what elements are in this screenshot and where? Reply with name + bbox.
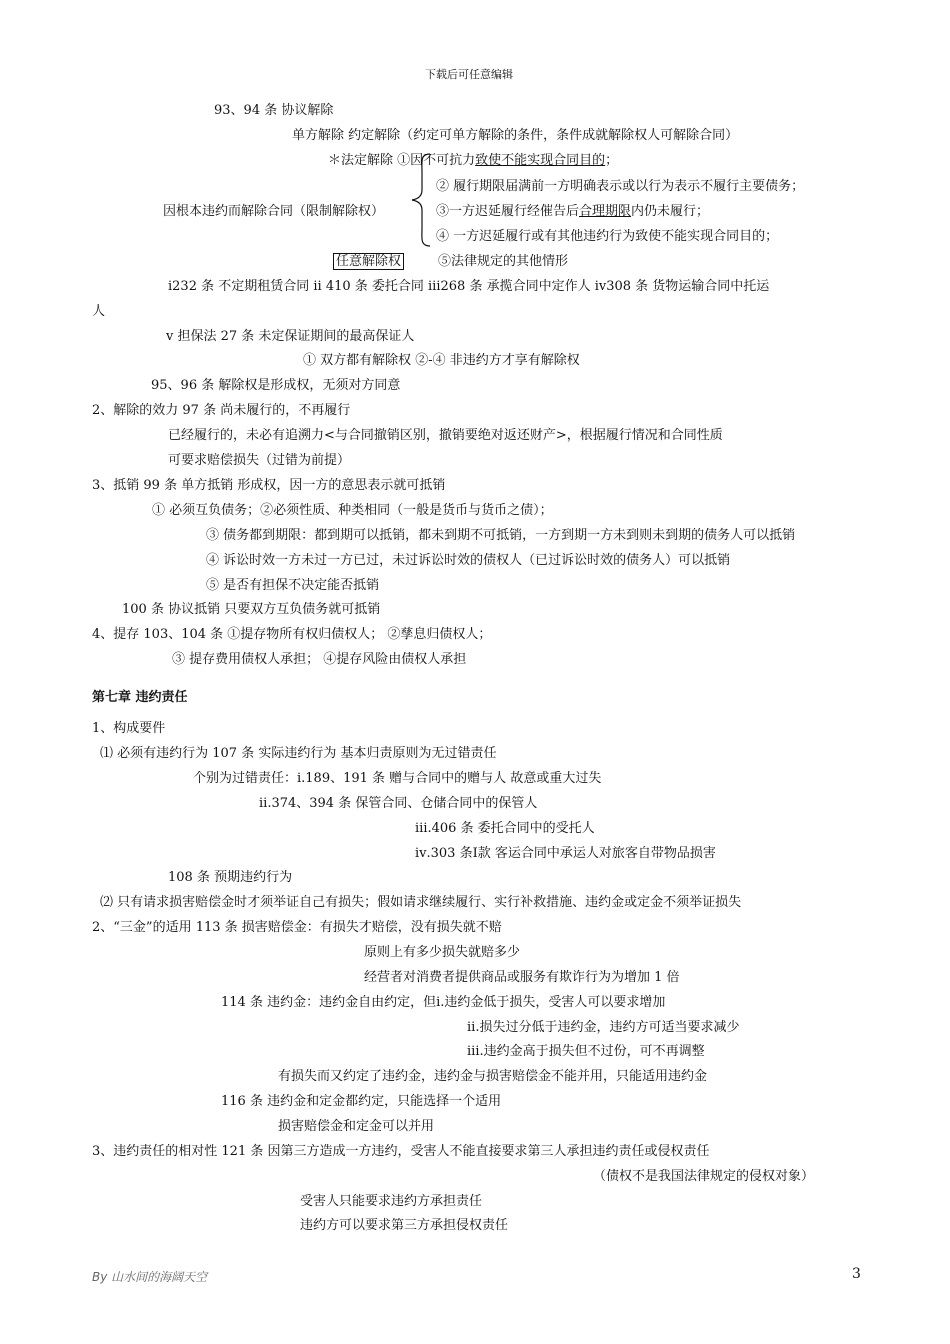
text-line: ② 履行期限届满前一方明确表示或以行为表示不履行主要债务； xyxy=(436,179,805,194)
chapter-heading: 第七章 违约责任 xyxy=(92,690,188,705)
text-line: ④ 诉讼时效一方未过一方已过，未过诉讼时效的债权人（已过诉讼时效的债务人）可以抵销 xyxy=(206,553,731,568)
text-line: 108 条 预期违约行为 xyxy=(168,870,293,885)
text-line: 2、解除的效力 97 条 尚未履行的，不再履行 xyxy=(92,403,351,418)
text-line: 可要求赔偿损失（过错为前提） xyxy=(168,453,351,468)
text-line: 4、提存 103、104 条 ①提存物所有权归债权人； ②孳息归债权人； xyxy=(92,627,492,642)
text-line: 因根本违约而解除合同（限制解除权） xyxy=(163,204,385,219)
text-span: ； xyxy=(605,153,619,168)
text-line: 经营者对消费者提供商品或服务有欺诈行为为增加 1 倍 xyxy=(364,970,680,985)
text-line xyxy=(328,152,618,170)
text-line: 有损失而又约定了违约金，违约金与损害赔偿金不能并用，只能适用违约金 xyxy=(278,1069,708,1084)
text-line: ⑵ 只有请求损害赔偿金时才须举证自己有损失；假如请求继续履行、实行补救措施、违约金或定金不须举证损失 xyxy=(100,895,742,910)
underlined-text: 致使不能实现合同目的 xyxy=(475,153,606,168)
text-line: 人 xyxy=(92,304,106,319)
text-line xyxy=(436,203,709,221)
text-line: ⅲ.违约金高于损失但不过份，可不再调整 xyxy=(467,1044,705,1059)
text-line: ⑴ 必须有违约行为 107 条 实际违约行为 基本归责原则为无过错责任 xyxy=(100,746,497,761)
text-line: ③ 提存费用债权人承担； ④提存风险由债权人承担 xyxy=(172,652,467,667)
text-line: 116 条 违约金和定金都约定，只能选择一个适用 xyxy=(221,1094,502,1109)
text-line: ⑤ 是否有担保不决定能否抵销 xyxy=(206,578,380,593)
text-line: （债权不是我国法律规定的侵权对象） xyxy=(593,1169,815,1184)
page-header: 下载后可任意编辑 xyxy=(425,68,513,81)
text-line: 2、“三金”的适用 113 条 损害赔偿金：有损失才赔偿，没有损失就不赔 xyxy=(92,920,502,935)
text-line: 损害赔偿金和定金可以并用 xyxy=(278,1119,435,1134)
text-line: 单方解除 约定解除（约定可单方解除的条件，条件成就解除权人可解除合同） xyxy=(292,128,739,143)
text-span: ③一方迟延履行经催告后 xyxy=(436,204,580,219)
text-line xyxy=(333,253,404,271)
curly-brace-icon xyxy=(408,152,434,248)
boxed-text: 任意解除权 xyxy=(333,253,404,270)
text-span: 内仍未履行； xyxy=(631,204,710,219)
text-line: 3、抵销 99 条 单方抵销 形成权，因一方的意思表示就可抵销 xyxy=(92,478,446,493)
text-line: 个别为过错责任：ⅰ.189、191 条 赠与合同中的赠与人 故意或重大过失 xyxy=(193,771,602,786)
text-line: 93、94 条 协议解除 xyxy=(214,103,334,118)
text-line: 1、构成要件 xyxy=(92,721,166,736)
text-line: ⅰ232 条 不定期租赁合同 ⅱ 410 条 委托合同 ⅲ268 条 承揽合同中定作人 ⅳ308 条 货物运输合同中托运 xyxy=(168,279,770,294)
text-line: 已经履行的，未必有追溯力<与合同撤销区别，撤销要绝对返还财产>，根据履行情况和合同性质 xyxy=(168,428,723,443)
underlined-text: 合理期限 xyxy=(579,204,632,219)
text-line: ⅱ.损失过分低于违约金，违约方可适当要求减少 xyxy=(467,1020,740,1035)
text-line: ⅴ 担保法 27 条 未定保证期间的最高保证人 xyxy=(166,329,415,344)
footer-signature: By 山水间的海阔天空 xyxy=(92,1270,208,1284)
text-line: ⅳ.303 条Ⅰ款 客运合同中承运人对旅客自带物品损害 xyxy=(415,846,716,861)
text-line: 违约方可以要求第三方承担侵权责任 xyxy=(300,1218,509,1233)
text-line: ④ 一方迟延履行或有其他违约行为致使不能实现合同目的； xyxy=(436,229,779,244)
text-line: ① 必须互负债务；②必须性质、种类相同（一般是货币与货币之债）； xyxy=(152,503,553,518)
text-line: ⅱ.374、394 条 保管合同、仓储合同中的保管人 xyxy=(259,796,538,811)
text-line: 114 条 违约金：违约金自由约定，但ⅰ.违约金低于损失，受害人可以要求增加 xyxy=(221,995,666,1010)
text-line: 95、96 条 解除权是形成权，无须对方同意 xyxy=(151,378,401,393)
text-line: 原则上有多少损失就赔多少 xyxy=(364,945,521,960)
text-line: ① 双方都有解除权 ②-④ 非违约方才享有解除权 xyxy=(303,353,580,368)
text-line: ⅲ.406 条 委托合同中的受托人 xyxy=(415,821,595,836)
text-line: ⑤法律规定的其他情形 xyxy=(438,254,569,269)
page-number: 3 xyxy=(852,1266,861,1282)
text-line: ③ 债务都到期限：都到期可以抵销，都未到期不可抵销，一方到期一方未到则未到期的债务人可以抵销 xyxy=(206,528,796,543)
text-line: 受害人只能要求违约方承担责任 xyxy=(300,1194,483,1209)
text-line: 3、违约责任的相对性 121 条 因第三方造成一方违约，受害人不能直接要求第三人承担违约责任或侵权责任 xyxy=(92,1144,710,1159)
text-line: 100 条 协议抵销 只要双方互负债务就可抵销 xyxy=(122,602,381,617)
text-span: ＊法定解除 ①因不可抗力 xyxy=(328,153,476,168)
